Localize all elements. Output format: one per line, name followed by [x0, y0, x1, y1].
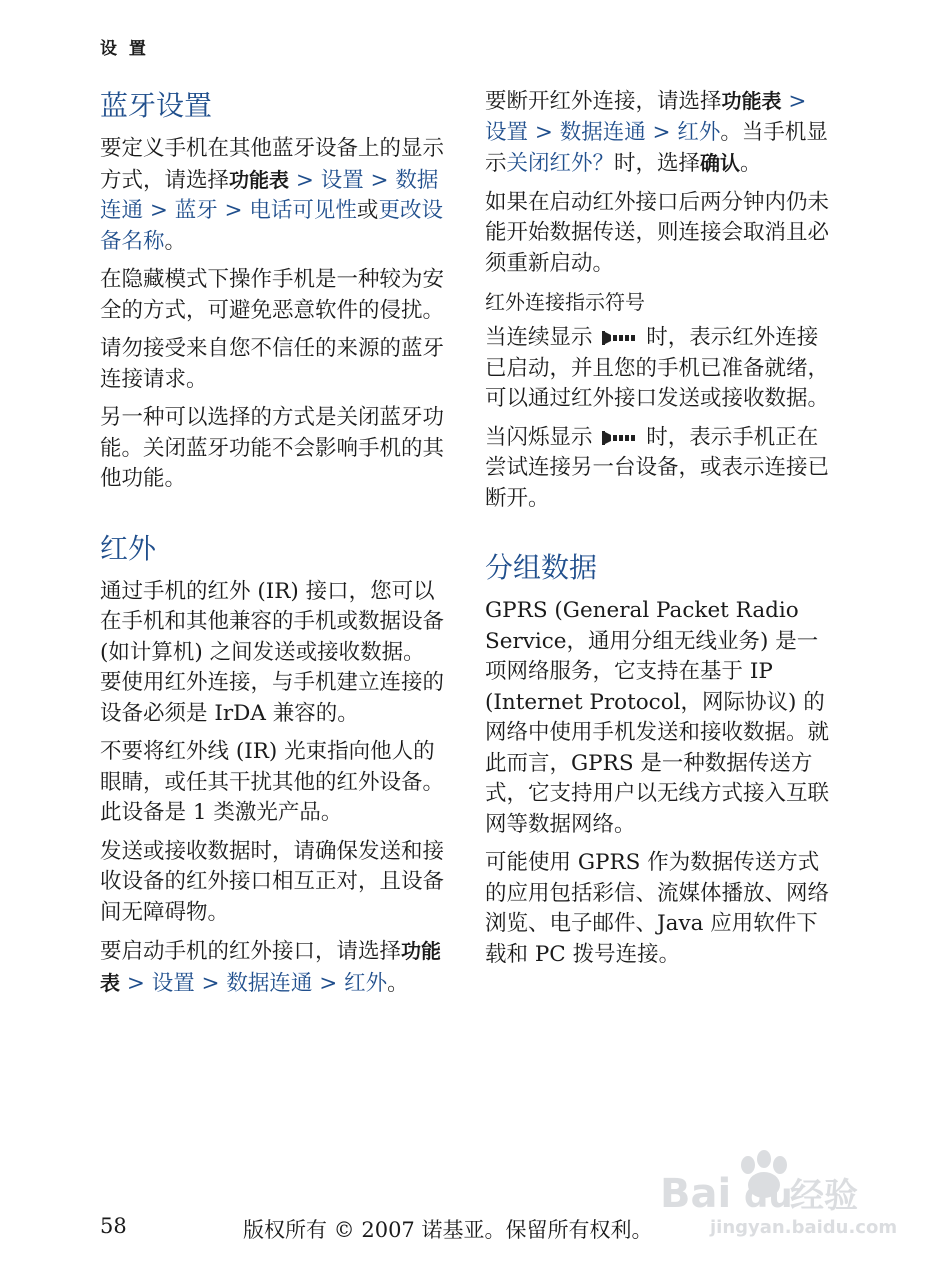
sep: >	[312, 970, 345, 996]
link-infrared[interactable]: 红外	[344, 970, 388, 996]
page-header: 设 置	[100, 39, 149, 59]
text: 时，表示红外连接已启动，并且您的手机已准备就绪，可以通过红外接口发送或接收数据。	[485, 325, 830, 411]
menu-label: 功能表	[721, 89, 782, 113]
text: 要断开红外连接，请选择	[485, 89, 722, 114]
link-change-device-name[interactable]: 更改设备名称	[100, 198, 443, 254]
text: 当闪烁显示	[485, 424, 593, 450]
text: 。当手机显示	[485, 119, 828, 176]
indicator-heading: 红外连接指示符号	[485, 290, 645, 314]
link-phone-visibility[interactable]: 电话可见性	[249, 198, 357, 223]
sep: >	[528, 119, 560, 145]
sep: >	[289, 167, 321, 193]
bluetooth-paragraph-3: 请勿接受来自您不信任的来源的蓝牙连接请求。	[100, 336, 445, 392]
infrared-connection-icon	[599, 328, 639, 348]
indicator-steady-paragraph	[485, 323, 830, 415]
watermark-cn: 经验	[790, 1176, 858, 1216]
infrared-disconnect-paragraph	[485, 86, 830, 180]
infrared-paragraph-3: 发送或接收数据时，请确保发送和接收设备的红外接口相互正对，且设备间无障碍物。	[100, 838, 445, 925]
menu-label: 功能表	[100, 939, 442, 995]
right-column	[485, 86, 830, 978]
left-column	[100, 86, 445, 1007]
infrared-connection-icon	[599, 428, 639, 448]
infrared-paragraph-2: 不要将红外线 (IR) 光束指向他人的眼睛，或任其干扰其他的红外设备。此设备是 1 类激光产品。	[100, 739, 445, 825]
link-bluetooth[interactable]: 蓝牙	[174, 198, 218, 223]
sep: >	[645, 119, 678, 145]
bluetooth-paragraph-2: 在隐藏模式下操作手机是一种较为安全的方式，可避免恶意软件的侵扰。	[100, 267, 445, 323]
text: 。	[740, 151, 762, 176]
sep: >	[217, 198, 250, 223]
text: 或	[356, 198, 379, 223]
link-data-connectivity[interactable]: 数据连通	[100, 167, 439, 223]
bluetooth-paragraph-4: 另一种可以选择的方式是关闭蓝牙功能。关闭蓝牙功能不会影响手机的其他功能。	[100, 405, 445, 491]
text: 要定义手机在其他蓝牙设备上的显示方式，请选择	[100, 136, 445, 193]
infrared-heading: 红外	[100, 531, 157, 565]
text: 时，选择	[614, 151, 701, 176]
link-data-connectivity[interactable]: 数据连通	[226, 970, 313, 996]
indicator-blinking-paragraph	[485, 423, 830, 515]
section-gap	[100, 503, 445, 529]
infrared-timeout-paragraph: 如果在启动红外接口后两分钟内仍未能开始数据传送，则连接会取消且必须重新启动。	[485, 189, 830, 276]
bluetooth-paragraph-1	[100, 134, 445, 257]
text: 要启动手机的红外接口，请选择	[100, 939, 402, 964]
gprs-heading: 分组数据	[485, 551, 598, 584]
gprs-paragraph-2: 可能使用 GPRS 作为数据传送方式的应用包括彩信、流媒体播放、网络浏览、电子邮件、Java 应用软件下载和 PC 拨号连接。	[485, 850, 830, 967]
baidu-watermark-logo	[640, 1145, 898, 1245]
watermark-brand-2: du	[744, 1176, 793, 1216]
link-close-infrared[interactable]: 关闭红外？	[506, 151, 615, 176]
text: 时，表示手机正在尝试连接另一台设备，或表示连接已断开。	[485, 424, 830, 511]
section-gap	[485, 522, 830, 548]
confirm-label: 确认	[700, 151, 741, 175]
page-number: 58	[100, 1214, 127, 1238]
text: 。	[164, 228, 187, 254]
gprs-paragraph-1: GPRS (General Packet Radio Service，通用分组无线业务) 是一项网络服务，它支持在基于 IP (Internet Protocol，网际协议) 的网络中使用手机发送和接收数据。就此而言，GPRS 是一种数据传送方式，它支持用户以无线方式接入互联网等数据网络。	[485, 598, 830, 837]
infrared-paragraph-4	[100, 936, 445, 999]
infrared-paragraph-1: 通过手机的红外 (IR) 接口，您可以在手机和其他兼容的手机或数据设备 (如计算机) 之间发送或接收数据。要使用红外连接，与手机建立连接的设备必须是 IrDA 兼容的。	[100, 578, 445, 726]
sep: >	[363, 167, 396, 193]
text: 当连续显示	[485, 325, 593, 350]
text: 。	[387, 970, 409, 996]
sep: >	[120, 970, 152, 996]
link-settings[interactable]: 设置	[151, 970, 195, 996]
sep: >	[781, 89, 807, 114]
link-data-connectivity[interactable]: 数据连通	[559, 119, 646, 145]
sep: >	[194, 970, 227, 996]
link-infrared[interactable]: 红外	[677, 119, 721, 145]
copyright-notice: 版权所有 © 2007 诺基亚。保留所有权利。	[243, 1218, 653, 1242]
link-settings[interactable]: 设置	[320, 167, 364, 193]
link-settings[interactable]: 设置	[485, 119, 529, 145]
watermark-brand: Bai	[660, 1171, 732, 1217]
menu-label: 功能表	[229, 167, 290, 192]
sep: >	[143, 198, 175, 223]
watermark-url: jingyan.baidu.com	[710, 1217, 898, 1238]
bluetooth-heading: 蓝牙设置	[100, 89, 213, 122]
